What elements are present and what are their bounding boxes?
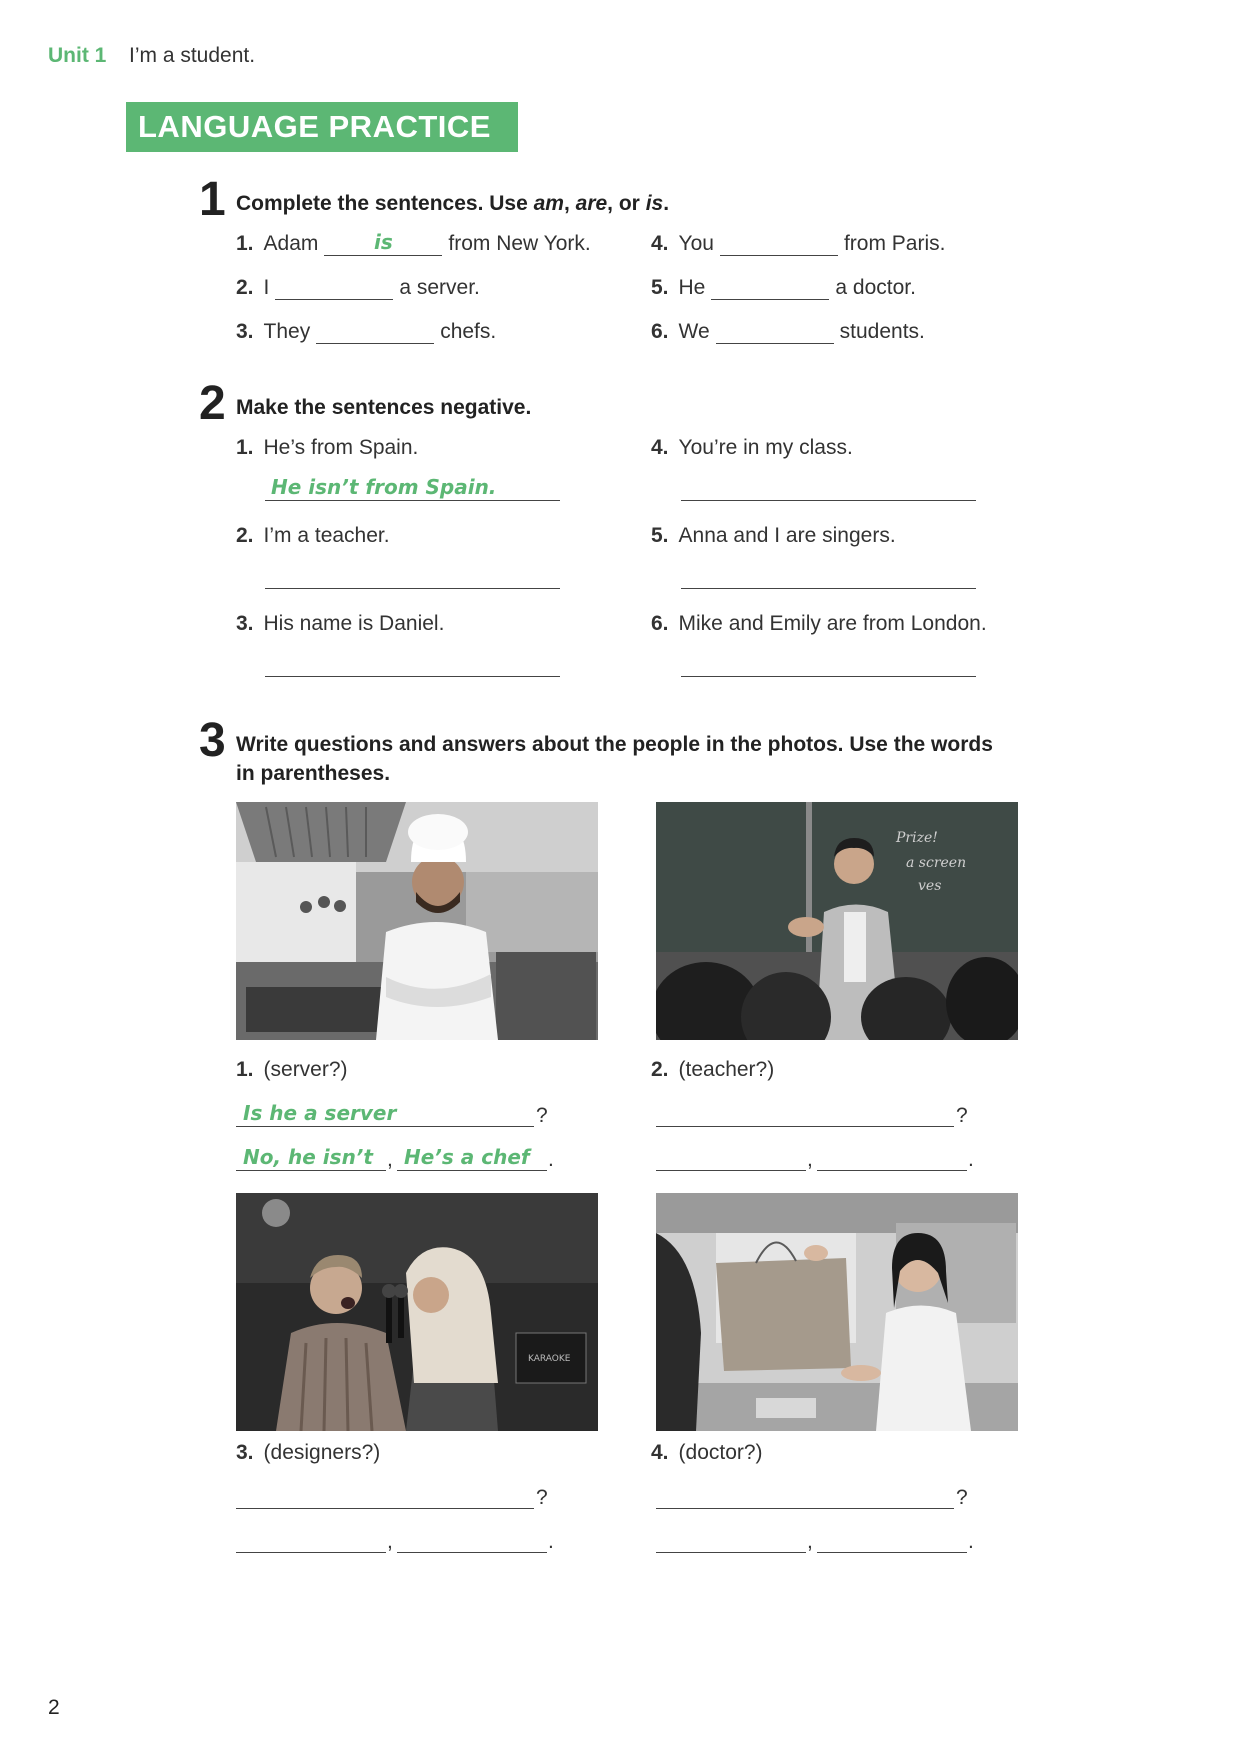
ex2-answer-line-1[interactable] — [265, 500, 560, 501]
ex3-period-3: . — [548, 1530, 554, 1553]
unit-label: Unit 1 — [48, 44, 107, 67]
board-text-3: ves — [918, 878, 942, 894]
exercise-1-number: 1 — [199, 173, 226, 226]
ex2-answer-line-6[interactable] — [681, 676, 976, 677]
page-number: 2 — [48, 1696, 60, 1719]
ex2-answer-line-5[interactable] — [681, 588, 976, 589]
ex3-comma-3: , — [387, 1530, 393, 1553]
ex2-item-2: 2. I’m a teacher. — [236, 524, 390, 547]
ex3-item-4-cue: 4. (doctor?) — [651, 1441, 763, 1464]
ex2-item-5: 5. Anna and I are singers. — [651, 524, 896, 547]
ex3-comma-4: , — [807, 1530, 813, 1553]
photo-shop — [656, 1193, 1018, 1431]
ex1-item-5: 5. He a doctor. — [651, 276, 916, 299]
ex3-qmark-2: ? — [956, 1104, 968, 1127]
ex3-qmark-1: ? — [536, 1104, 548, 1127]
ex3-item-2-cue: 2. (teacher?) — [651, 1058, 775, 1081]
ex3-a1-answer-1: No, he isn’t — [243, 1145, 373, 1169]
ex2-item-1: 1. He’s from Spain. — [236, 436, 419, 459]
ex3-q-line-4[interactable] — [656, 1508, 954, 1509]
unit-title: I’m a student. — [129, 44, 256, 67]
ex3-a1-line-4[interactable] — [656, 1552, 806, 1553]
photo-teacher — [656, 802, 1018, 1040]
ex1-item-1: 1. Adam is from New York. — [236, 230, 591, 255]
ex3-comma-2: , — [807, 1148, 813, 1171]
exercise-2-instructions: Make the sentences negative. — [236, 396, 532, 419]
ex3-a2-answer-1: He’s a chef — [404, 1145, 530, 1169]
ex3-a1-line-2[interactable] — [656, 1170, 806, 1171]
exercise-3-instructions: Write questions and answers about the people in the photos. Use the words in parentheses. — [236, 733, 993, 785]
ex3-q-line-1[interactable] — [236, 1126, 534, 1127]
ex1-blank-5[interactable] — [711, 277, 829, 300]
ex3-period-1: . — [548, 1148, 554, 1171]
ex1-blank-2[interactable] — [275, 277, 393, 300]
ex1-blank-1[interactable]: is — [324, 233, 442, 256]
ex1-item-4: 4. You from Paris. — [651, 232, 946, 255]
ex3-a2-line-3[interactable] — [397, 1552, 547, 1553]
ex3-q-answer-1: Is he a server — [243, 1101, 397, 1125]
ex3-comma-1: , — [387, 1148, 393, 1171]
ex3-period-4: . — [968, 1530, 974, 1553]
ex3-period-2: . — [968, 1148, 974, 1171]
exercise-1-instructions: Complete the sentences. Use am, are, or is. — [236, 192, 670, 215]
ex3-a2-line-4[interactable] — [817, 1552, 967, 1553]
ex3-a1-line-3[interactable] — [236, 1552, 386, 1553]
ex2-answer-line-4[interactable] — [681, 500, 976, 501]
board-text-2: a screen — [906, 855, 967, 871]
section-banner: LANGUAGE PRACTICE — [126, 102, 518, 152]
ex3-qmark-3: ? — [536, 1486, 548, 1509]
ex1-item-2: 2. I a server. — [236, 276, 480, 299]
ex2-answer-line-2[interactable] — [265, 588, 560, 589]
ex3-q-line-2[interactable] — [656, 1126, 954, 1127]
ex2-item-6: 6. Mike and Emily are from London. — [651, 612, 987, 635]
ex2-item-4: 4. You’re in my class. — [651, 436, 853, 459]
ex1-item-6: 6. We students. — [651, 320, 925, 343]
ex1-blank-4[interactable] — [720, 233, 838, 256]
board-text-1: Prize! — [896, 830, 938, 846]
ex3-a2-line-2[interactable] — [817, 1170, 967, 1171]
photo-karaoke — [236, 1193, 598, 1431]
karaoke-sign: KARAOKE — [528, 1354, 571, 1364]
ex2-answer-line-3[interactable] — [265, 676, 560, 677]
ex3-q-line-3[interactable] — [236, 1508, 534, 1509]
ex1-item-3: 3. They chefs. — [236, 320, 497, 343]
ex3-a1-line-1[interactable] — [236, 1170, 386, 1171]
ex2-item-3: 3. His name is Daniel. — [236, 612, 445, 635]
exercise-3-number: 3 — [199, 714, 226, 767]
photo-chef — [236, 802, 598, 1040]
ex1-blank-3[interactable] — [316, 321, 434, 344]
ex3-item-1-cue: 1. (server?) — [236, 1058, 348, 1081]
ex1-blank-6[interactable] — [716, 321, 834, 344]
ex3-item-3-cue: 3. (designers?) — [236, 1441, 381, 1464]
ex2-answer-1: He isn’t from Spain. — [271, 475, 497, 499]
ex3-qmark-4: ? — [956, 1486, 968, 1509]
exercise-2-number: 2 — [199, 377, 226, 430]
ex3-a2-line-1[interactable] — [397, 1170, 547, 1171]
